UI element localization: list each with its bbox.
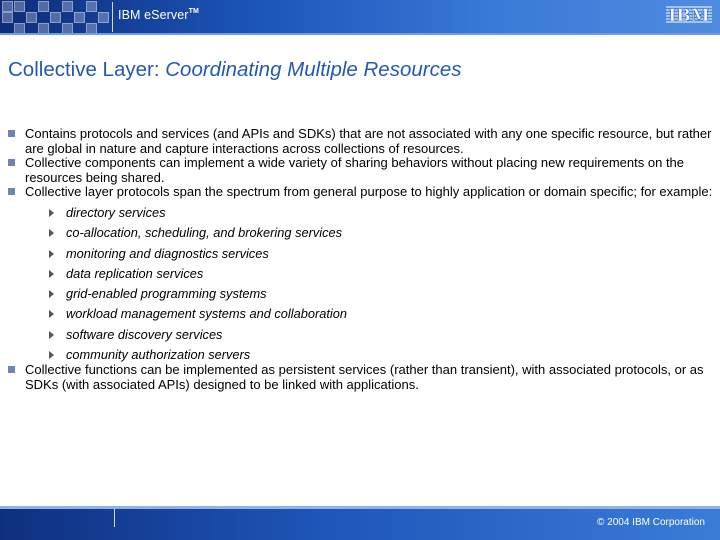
example-text: co-allocation, scheduling, and brokering services <box>66 225 342 241</box>
slide-content <box>8 127 713 392</box>
bullet-text: Contains protocols and services (and APIs and SDKs) that are not associated with any one specific resource, but rather are global in nature and capture interactions across collections of resources. <box>25 126 712 156</box>
square-bullet-icon <box>8 188 15 195</box>
example-item <box>8 226 713 246</box>
bullet-text: Collective functions can be implemented as persistent services (rather than transient), with associated protocols, or as SDKs (with associated APIs) designed to be linked with applications. <box>25 362 704 392</box>
example-item <box>8 328 713 348</box>
example-item <box>8 287 713 307</box>
arrow-bullet-icon <box>49 290 54 298</box>
brand-label <box>118 8 199 22</box>
example-item <box>8 348 713 363</box>
bullet-item <box>8 185 713 200</box>
example-item <box>8 247 713 267</box>
example-text: monitoring and diagnostics services <box>66 245 269 261</box>
bullet-item <box>8 127 713 156</box>
square-bullet-icon <box>8 366 15 373</box>
arrow-bullet-icon <box>49 310 54 318</box>
trademark-mark: TM <box>188 7 199 15</box>
arrow-bullet-icon <box>49 270 54 278</box>
brand-text: IBM eServer <box>118 8 189 22</box>
example-text: directory services <box>66 204 166 220</box>
footer-band <box>0 509 720 540</box>
bullet-text: Collective components can implement a wide variety of sharing behaviors without placing new requirements on the resources being shared. <box>25 155 685 185</box>
ibm-logo <box>664 4 714 26</box>
arrow-bullet-icon <box>49 229 54 237</box>
header-decoration <box>0 0 120 33</box>
example-list <box>8 206 713 363</box>
example-text: workload management systems and collaboration <box>66 306 347 322</box>
square-bullet-icon <box>8 130 15 137</box>
example-text: software discovery services <box>66 326 223 342</box>
bullet-text: Collective layer protocols span the spectrum from general purpose to highly application or domain specific; for example: <box>25 184 713 200</box>
example-item <box>8 267 713 287</box>
copyright-notice: © 2004 IBM Corporation <box>597 517 705 528</box>
example-text: grid-enabled programming systems <box>66 286 267 302</box>
bullet-item <box>8 156 713 185</box>
footer-divider <box>114 509 115 527</box>
example-text: data replication services <box>66 265 204 281</box>
arrow-bullet-icon <box>49 209 54 217</box>
bullet-item <box>8 363 713 392</box>
logo-text: IBM <box>668 6 710 26</box>
example-text: community authorization servers <box>66 347 251 363</box>
header-divider <box>112 2 113 32</box>
header-band <box>0 0 720 33</box>
arrow-bullet-icon <box>49 250 54 258</box>
arrow-bullet-icon <box>49 331 54 339</box>
example-item <box>8 206 713 226</box>
example-item <box>8 307 713 327</box>
title-main: Collective Layer: <box>8 58 166 81</box>
square-bullet-icon <box>8 159 15 166</box>
page-title <box>8 58 462 82</box>
header-rule <box>0 33 720 35</box>
arrow-bullet-icon <box>49 351 54 359</box>
title-subtitle: Coordinating Multiple Resources <box>165 58 462 81</box>
